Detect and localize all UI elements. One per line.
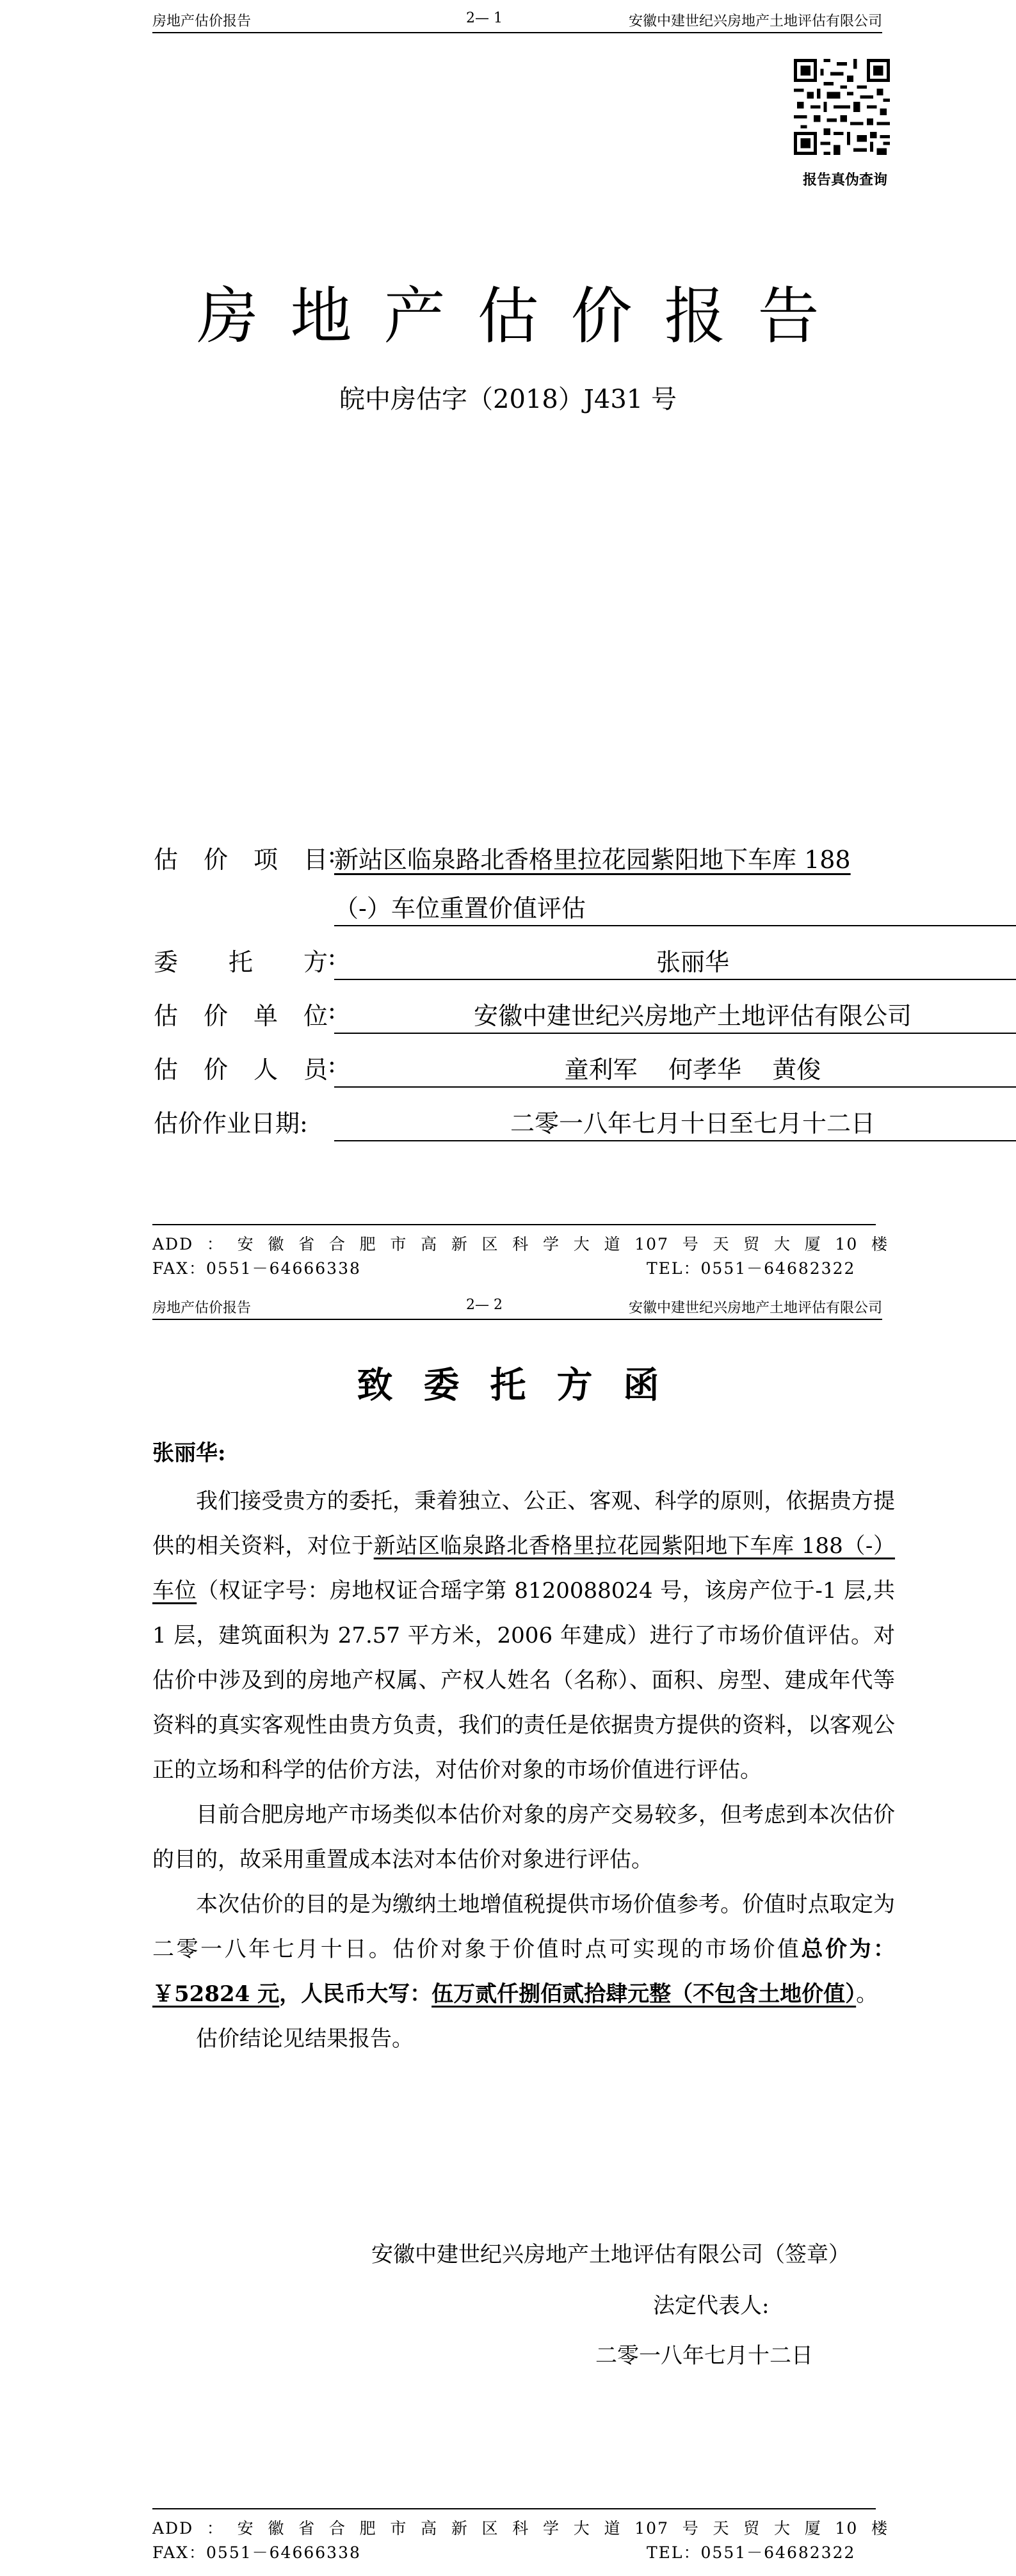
field-project-value-line2: （-）车位重置价值评估 [334, 889, 1016, 926]
letter-addressee: 张丽华: [152, 1440, 226, 1466]
field-appraiser-label: 估价单位 [154, 1002, 328, 1030]
signature-company: 安徽中建世纪兴房地产土地评估有限公司（签章） [371, 2242, 850, 2267]
paragraph-4: 估价结论见结果报告。 [196, 2026, 414, 2052]
paragraph-1-text-cont: （权证字号：房地权证合瑶字第 8120088024 号，该房产位于-1 层,共 1 层，建筑面积为 27.57 平方米，2006 年建成）进行了市场价值评估。对估价中涉及到的房地产权属、产权人姓名（名称）、面积、房型、建成年代等资料的真实客观性由贵方负责，我们的责任是依据贵方提供的资料，以客观公正的立场和科学的估价方法，对估价对象的市场价值进行评估。 [152, 1578, 896, 1783]
page-header [152, 6, 882, 33]
field-staff-value: 童利军 何孝华 黄俊 [334, 1050, 1016, 1088]
rmb-label: ，人民币大写： [279, 1981, 432, 2007]
report-cover-page [0, 0, 1016, 1287]
paragraph-2: 目前合肥房地产市场类似本估价对象的房产交易较多，但考虑到本次估价的目的，故采用重置成本法对本估价对象进行评估。 [152, 1802, 895, 1872]
footer-fax: FAX：0551－64666338 [152, 1259, 361, 1278]
footer-fax: FAX：0551－64666338 [152, 2543, 361, 2562]
report-title: 房地产估价报告 [197, 280, 851, 352]
footer-address: ADD：安徽省合肥市高新区科学大道107号天贸大厦10楼 [152, 2519, 889, 2538]
field-colon: : [328, 996, 336, 1024]
header-company: 安徽中建世纪兴房地产土地评估有限公司 [628, 1300, 882, 1316]
footer-address: ADD：安徽省合肥市高新区科学大道107号天贸大厦10楼 [152, 1235, 889, 1253]
total-price-value: ￥52824 元 [152, 1981, 280, 2007]
page-header [152, 1293, 882, 1320]
letter-page [0, 1287, 1016, 2576]
field-project-label: 估价项目 [154, 846, 328, 874]
footer-tel: TEL：0551－64682322 [647, 1259, 856, 1278]
footer-divider [152, 2508, 876, 2509]
qr-code-icon[interactable] [794, 59, 890, 155]
field-staff-label: 估价人员 [154, 1056, 328, 1084]
qr-caption: 报告真伪查询 [802, 172, 887, 188]
field-date-value: 二零一八年七月十日至七月十二日 [334, 1104, 1016, 1141]
header-page-number: 2— 1 [466, 10, 503, 26]
field-colon: : [328, 840, 336, 868]
paragraph-3-text: 本次估价的目的是为缴纳土地增值税提供市场价值参考。价值时点取定为二零一八年七月十日。估价对象于价值时点可实现的市场价值 [152, 1892, 895, 1962]
header-left: 房地产估价报告 [152, 1300, 252, 1316]
header-left: 房地产估价报告 [152, 13, 252, 29]
field-client-label: 委托方 [154, 948, 328, 976]
paragraph-3 [152, 1882, 895, 2017]
letter-body [152, 1479, 895, 2061]
paragraph-1 [152, 1479, 895, 1792]
field-client-value: 张丽华 [334, 942, 1016, 980]
paragraph-1-text: 我们接受贵方的委托，秉着独立、公正、客观、科学的原则，依据贵方提供的相关资料，对位于 [152, 1488, 895, 1559]
footer-divider [152, 1224, 876, 1225]
field-colon: : [328, 942, 336, 970]
period: 。 [856, 1981, 878, 2007]
report-number: 皖中房估字（2018）J431 号 [339, 385, 677, 414]
signature-rep: 法定代表人: [653, 2293, 770, 2319]
total-price-label: 总价为： [801, 1936, 896, 1962]
footer-tel: TEL：0551－64682322 [647, 2543, 856, 2562]
field-colon: : [328, 1050, 336, 1078]
field-project-value-line1: 新站区临泉路北香格里拉花园紫阳地下车库 188 [334, 846, 851, 874]
field-date-label: 估价作业日期: [154, 1109, 308, 1138]
header-company: 安徽中建世纪兴房地产土地评估有限公司 [628, 13, 882, 29]
header-page-number: 2— 2 [466, 1297, 503, 1313]
property-address: 新站区临泉路北香格里拉花园紫阳地下车库 188（-）车位 [152, 1533, 895, 1604]
signature-date: 二零一八年七月十二日 [595, 2343, 813, 2369]
letter-title: 致委托方函 [357, 1364, 690, 1406]
rmb-capital-value: 伍万贰仟捌佰贰拾肆元整（不包含土地价值） [431, 1981, 857, 2007]
field-appraiser-value: 安徽中建世纪兴房地产土地评估有限公司 [334, 996, 1016, 1034]
